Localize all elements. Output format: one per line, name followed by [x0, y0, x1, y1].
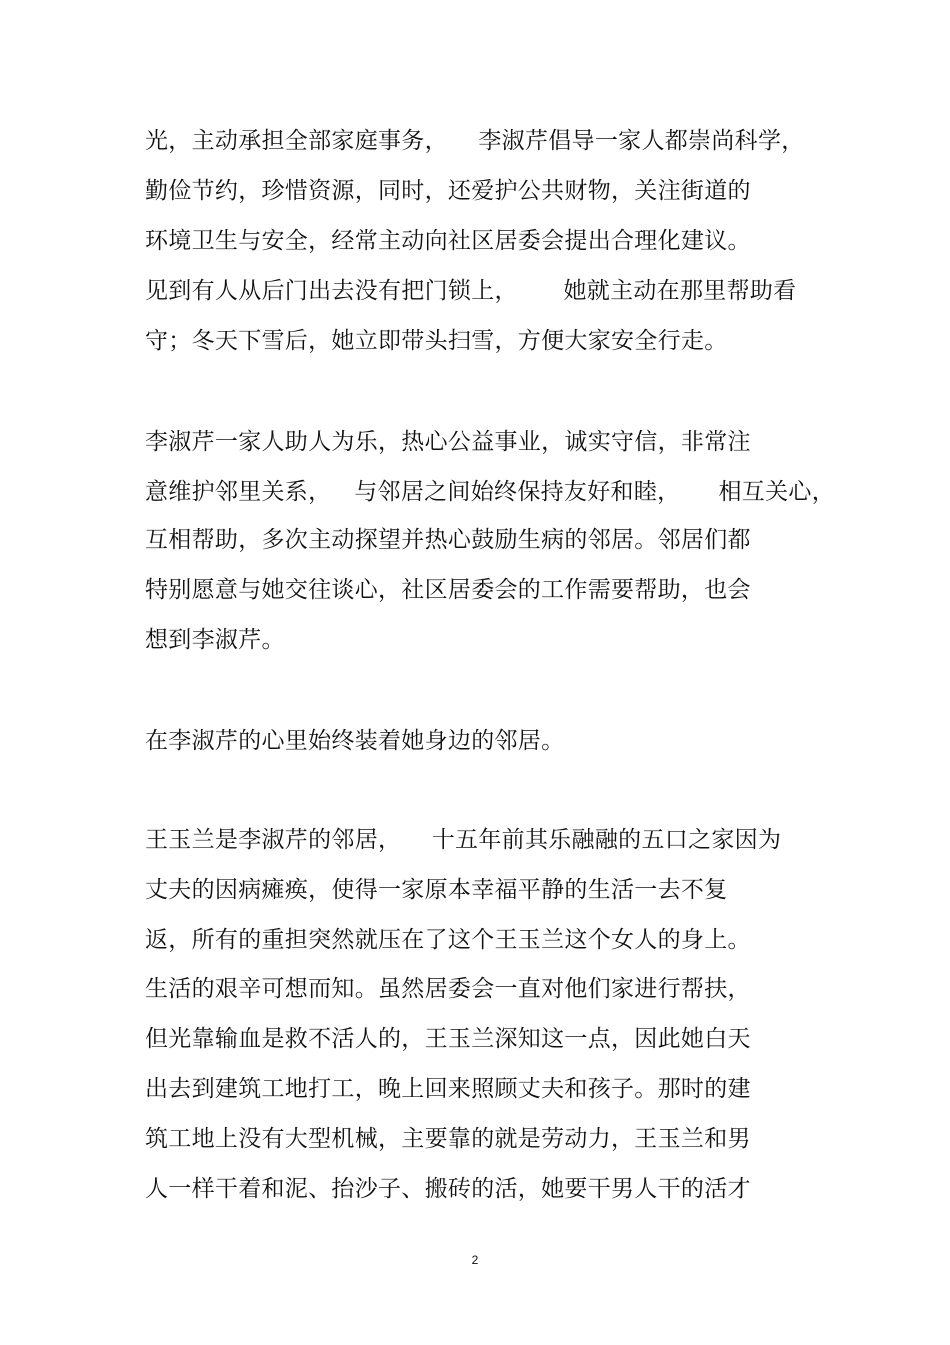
text-line: 守；冬天下雪后，她立即带头扫雪，方便大家安全行走。: [145, 328, 728, 354]
text-line: 筑工地上没有大型机械，主要靠的就是劳动力，王玉兰和男: [145, 1126, 751, 1152]
text-line: 李淑芹一家人助人为乐，热心公益事业，诚实守信，非常注: [145, 429, 751, 455]
text-line: 勤俭节约，珍惜资源，同时，还爱护公共财物，关注街道的: [145, 178, 751, 204]
text-line: 见到有人从后门出去没有把门锁上， 她就主动在那里帮助看: [145, 278, 797, 304]
page-number: 2: [471, 1253, 479, 1267]
text-line: 人一样干着和泥、抬沙子、搬砖的活，她要干男人干的活才: [145, 1176, 751, 1202]
text-line: 互相帮助，多次主动探望并热心鼓励生病的邻居。邻居们都: [145, 527, 751, 553]
text-line: 特别愿意与她交往谈心，社区居委会的工作需要帮助，也会: [145, 577, 751, 603]
text-line: 但光靠输血是救不活人的，王玉兰深知这一点，因此她白天: [145, 1026, 751, 1052]
text-line: 意维护邻里关系， 与邻居之间始终保持友好和睦， 相互关心，: [145, 479, 835, 505]
text-line: 环境卫生与安全，经常主动向社区居委会提出合理化建议。: [145, 228, 751, 254]
text-line: 在李淑芹的心里始终装着她身边的邻居。: [145, 728, 565, 754]
text-line: 生活的艰辛可想而知。虽然居委会一直对他们家进行帮扶，: [145, 976, 751, 1002]
text-line: 王玉兰是李淑芹的邻居， 十五年前其乐融融的五口之家因为: [145, 827, 782, 853]
text-line: 出去到建筑工地打工，晚上回来照顾丈夫和孩子。那时的建: [145, 1076, 751, 1102]
text-line: 丈夫的因病瘫痪，使得一家原本幸福平静的生活一去不复: [145, 877, 728, 903]
text-line: 返，所有的重担突然就压在了这个王玉兰这个女人的身上。: [145, 927, 751, 953]
text-line: 光，主动承担全部家庭事务， 李淑芹倡导一家人都崇尚科学，: [145, 128, 805, 154]
text-line: 想到李淑芹。: [145, 627, 285, 653]
